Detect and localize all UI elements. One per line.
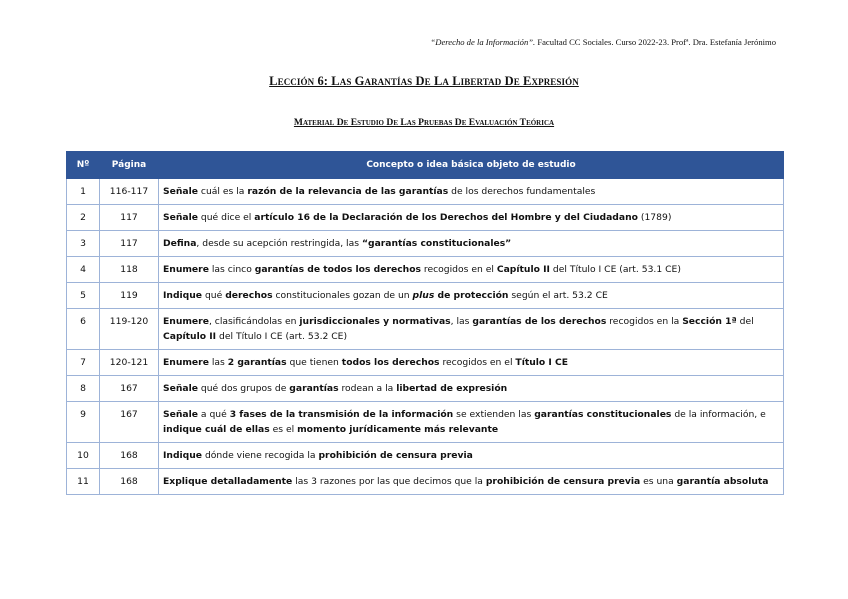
concept-text-segment: protección <box>453 290 509 301</box>
column-header-number: Nº <box>67 152 100 179</box>
column-header-page: Página <box>100 152 159 179</box>
concept-text-segment: prohibición de censura previa <box>318 450 473 461</box>
concept-text-segment: garantías de los derechos <box>472 316 607 327</box>
concept-text-segment: qué dice el <box>197 212 255 223</box>
concept-text-segment: razón de la relevancia de las garantías <box>247 186 449 197</box>
row-number: 9 <box>67 402 100 443</box>
row-number: 7 <box>67 350 100 376</box>
row-concept <box>159 283 784 309</box>
concept-text-segment: a qué <box>197 409 230 420</box>
concept-text-segment: qué dos grupos de <box>197 383 290 394</box>
table-row <box>67 469 784 495</box>
table-header-row <box>67 152 784 179</box>
table-row <box>67 376 784 402</box>
row-page: 116-117 <box>100 179 159 205</box>
concept-text-segment: garantías <box>289 383 339 394</box>
row-number: 8 <box>67 376 100 402</box>
concept-text-segment: Defina <box>163 238 197 249</box>
table-body <box>67 179 784 495</box>
concept-text-segment: de los derechos fundamentales <box>448 186 596 197</box>
table-row <box>67 350 784 376</box>
concept-text-segment: es el <box>269 424 298 435</box>
concept-text-segment: se extienden las <box>453 409 535 420</box>
concept-text-segment: Capítulo II <box>163 331 217 342</box>
course-name: “Derecho de la Información”. <box>430 37 536 47</box>
concept-text-segment: del Título I CE (art. 53.2 CE) <box>216 331 348 342</box>
concept-text-segment: recogidos en la <box>606 316 683 327</box>
course-details: Facultad CC Sociales. Curso 2022-23. Profª. Dra. Estefanía Jerónimo <box>535 37 776 47</box>
concept-text-segment: jurisdiccionales y normativas <box>299 316 451 327</box>
concept-text-segment: 3 fases de la transmisión de la información <box>229 409 454 420</box>
concept-text-segment: cuál es la <box>197 186 248 197</box>
table-row <box>67 231 784 257</box>
concept-text-segment: según el art. 53.2 CE <box>508 290 608 301</box>
lesson-title: Lección 6: Las Garantías De La Libertad De Expresión <box>269 74 579 88</box>
concept-text-segment: Indique <box>163 450 203 461</box>
row-concept <box>159 257 784 283</box>
concept-text-segment: del Título I CE (art. 53.1 CE) <box>549 264 681 275</box>
concept-text-segment: Enumere <box>163 264 209 275</box>
concept-text-segment: todos los derechos <box>341 357 440 368</box>
concept-text-segment: recogidos en el <box>420 264 497 275</box>
table-row <box>67 402 784 443</box>
concept-text-segment: (1789) <box>637 212 672 223</box>
row-page: 117 <box>100 231 159 257</box>
table-row <box>67 443 784 469</box>
row-concept <box>159 350 784 376</box>
concept-text-segment: recogidos en el <box>439 357 516 368</box>
row-number: 10 <box>67 443 100 469</box>
concept-text-segment: plus <box>412 290 435 301</box>
row-page: 117 <box>100 205 159 231</box>
concept-text-segment: Explique detalladamente <box>163 476 293 487</box>
concept-text-segment: Señale <box>163 212 198 223</box>
concept-text-segment: constitucionales gozan de un <box>272 290 413 301</box>
concept-text-segment: Enumere <box>163 357 209 368</box>
table-row <box>67 309 784 350</box>
row-number: 5 <box>67 283 100 309</box>
concept-text-segment: las <box>208 357 228 368</box>
table-row <box>67 179 784 205</box>
concept-text-segment: Título I CE <box>515 357 569 368</box>
course-header-note <box>430 37 776 47</box>
concept-text-segment: “garantías constitucionales” <box>361 238 512 249</box>
concept-text-segment: , clasificándolas en <box>208 316 300 327</box>
concept-text-segment: indique cuál de ellas <box>163 424 270 435</box>
row-page: 120-121 <box>100 350 159 376</box>
row-page: 167 <box>100 402 159 443</box>
concept-text-segment: Señale <box>163 409 198 420</box>
concept-text-segment: garantías constitucionales <box>534 409 672 420</box>
row-concept <box>159 469 784 495</box>
row-number: 11 <box>67 469 100 495</box>
concept-text-segment: es una <box>640 476 677 487</box>
row-number: 2 <box>67 205 100 231</box>
column-header-concept: Concepto o idea básica objeto de estudio <box>159 152 784 179</box>
row-page: 119 <box>100 283 159 309</box>
row-concept <box>159 402 784 443</box>
lesson-subtitle: Material De Estudio De Las Pruebas De Evaluación Teórica <box>293 117 555 128</box>
concept-text-segment: de <box>434 290 454 301</box>
row-page: 168 <box>100 443 159 469</box>
row-number: 3 <box>67 231 100 257</box>
row-number: 6 <box>67 309 100 350</box>
row-concept <box>159 443 784 469</box>
concept-text-segment: del <box>736 316 754 327</box>
row-concept <box>159 205 784 231</box>
concept-text-segment: Señale <box>163 186 198 197</box>
concept-text-segment: , las <box>450 316 473 327</box>
concept-text-segment: rodean a la <box>338 383 397 394</box>
concept-text-segment: las cinco <box>208 264 255 275</box>
concept-text-segment: derechos <box>225 290 273 301</box>
row-page: 118 <box>100 257 159 283</box>
row-number: 4 <box>67 257 100 283</box>
concept-text-segment: Capítulo II <box>496 264 550 275</box>
concept-text-segment: garantía absoluta <box>676 476 769 487</box>
concept-text-segment: que tienen <box>286 357 342 368</box>
concept-text-segment: Sección 1ª <box>682 316 737 327</box>
concept-text-segment: Indique <box>163 290 203 301</box>
concept-text-segment: 2 garantías <box>227 357 287 368</box>
concept-text-segment: de la información, e <box>671 409 766 420</box>
table-row <box>67 257 784 283</box>
row-page: 167 <box>100 376 159 402</box>
concept-text-segment: , desde su acepción restringida, las <box>196 238 362 249</box>
concept-text-segment: libertad de expresión <box>396 383 508 394</box>
row-concept <box>159 231 784 257</box>
concept-text-segment: las 3 razones por las que decimos que la <box>292 476 486 487</box>
row-page: 119-120 <box>100 309 159 350</box>
concept-text-segment: Enumere <box>163 316 209 327</box>
concept-text-segment: dónde viene recogida la <box>202 450 319 461</box>
table-row <box>67 283 784 309</box>
row-concept <box>159 179 784 205</box>
row-page: 168 <box>100 469 159 495</box>
concept-text-segment: prohibición de censura previa <box>485 476 641 487</box>
row-number: 1 <box>67 179 100 205</box>
concept-text-segment: artículo 16 de la Declaración de los Derechos del Hombre y del Ciudadano <box>254 212 638 223</box>
row-concept <box>159 376 784 402</box>
table-row <box>67 205 784 231</box>
concept-text-segment: qué <box>202 290 226 301</box>
concept-text-segment: Señale <box>163 383 198 394</box>
study-material-table <box>66 151 784 495</box>
concept-text-segment: garantías de todos los derechos <box>254 264 421 275</box>
concept-text-segment: momento jurídicamente más relevante <box>297 424 499 435</box>
row-concept <box>159 309 784 350</box>
